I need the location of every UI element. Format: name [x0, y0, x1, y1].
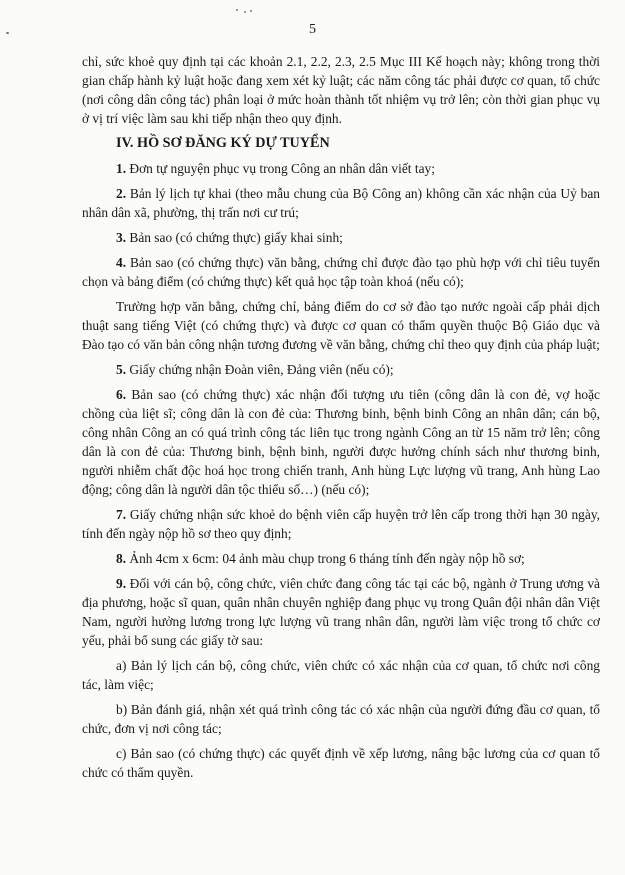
item-number: 1. — [116, 161, 127, 176]
item-text: Giấy chứng nhận Đoàn viên, Đảng viên (nếu có); — [126, 362, 394, 377]
item-text: Ảnh 4cm x 6cm: 04 ảnh màu chụp trong 6 tháng tính đến ngày nộp hồ sơ; — [126, 551, 525, 566]
list-item — [82, 549, 600, 568]
scan-speck — [244, 11, 246, 13]
list-item — [82, 184, 600, 222]
item-text: b) Bản đánh giá, nhận xét quá trình công tác có xác nhận của người đứng đầu cơ quan, tổ chức, đơn vị nơi công tác; — [82, 702, 600, 736]
item-number: 8. — [116, 551, 127, 566]
page-number: 5 — [309, 22, 316, 37]
item-text: Giấy chứng nhận sức khoẻ do bệnh viên cấp huyện trở lên cấp trong thời hạn 30 ngày, tính đến ngày nộp hồ sơ theo quy định; — [82, 507, 600, 541]
scan-speck — [250, 10, 252, 12]
section-heading: IV. HỒ SƠ ĐĂNG KÝ DỰ TUYỂN — [116, 135, 330, 151]
item-text: Bản sao (có chứng thực) giấy khai sinh; — [126, 230, 343, 245]
item-number: 5. — [116, 362, 127, 377]
item-text: a) Bản lý lịch cán bộ, công chức, viên chức có xác nhận của cơ quan, tổ chức nơi công tác, làm việc; — [82, 658, 600, 692]
list-item — [82, 360, 600, 379]
document-body — [82, 52, 600, 788]
list-item — [82, 656, 600, 694]
list-item — [82, 505, 600, 543]
item-number: 4. — [116, 255, 127, 270]
list-item — [82, 700, 600, 738]
item-text: Đơn tự nguyện phục vụ trong Công an nhân dân viết tay; — [126, 161, 435, 176]
item-text: Đối với cán bộ, công chức, viên chức đang công tác tại các bộ, ngành ở Trung ương và địa phương, hoặc sĩ quan, quân nhân chuyên nghiệp đang phục vụ trong Quân đội nhân dân Việt Nam, người hưởng lương trong lực lượng vũ trang nhân dân, người làm việc trong tổ chức cơ yếu, phải bổ sung các giấy tờ sau: — [82, 576, 600, 648]
item-text: Trường hợp văn bằng, chứng chỉ, bảng điểm do cơ sở đào tạo nước ngoài cấp phải dịch thuật sang tiếng Việt (có chứng thực) và được cơ quan có thẩm quyền thuộc Bộ Giáo dục và Đào tạo có văn bản công nhận tương đương về văn bằng, chứng chỉ theo quy định của pháp luật; — [82, 299, 600, 352]
scan-speck — [236, 9, 238, 11]
list-item — [82, 744, 600, 782]
item-text: Bản lý lịch tự khai (theo mẫu chung của Bộ Công an) không cần xác nhận của Uỷ ban nhân dân xã, phường, thị trấn nơi cư trú; — [82, 186, 600, 220]
item-number: 6. — [116, 387, 127, 402]
list-item — [82, 385, 600, 499]
item-number: 3. — [116, 230, 127, 245]
list-item — [82, 228, 600, 247]
item-text: Bản sao (có chứng thực) văn bằng, chứng chỉ được đào tạo phù hợp với chỉ tiêu tuyển chọn và bảng điểm (có chứng thực) kết quả học tập toàn khoá (nếu có); — [82, 255, 600, 289]
intro-paragraph: chỉ, sức khoẻ quy định tại các khoản 2.1, 2.2, 2.3, 2.5 Mục III Kế hoạch này; không trong thời gian chấp hành kỷ luật hoặc đang xem xét kỷ luật; các năm công tác phải được cơ quan, tổ chức (nơi công dân công tác) phân loại ở mức hoàn thành tốt nhiệm vụ trở lên; còn thời gian phục vụ ở vị trí việc làm sau khi tiếp nhận theo quy định. — [82, 54, 600, 126]
list-item — [82, 574, 600, 650]
item-text: c) Bản sao (có chứng thực) các quyết định về xếp lương, nâng bậc lương của cơ quan tổ chức có thẩm quyền. — [82, 746, 600, 780]
item-text: Bản sao (có chứng thực) xác nhận đối tượng ưu tiên (công dân là con đẻ, vợ hoặc chồng của liệt sĩ; công dân là con đẻ của: Thương binh, bệnh binh Công an nhân dân; cán bộ, công nhân Công an có quá trình công tác liên tục trong ngành Công an từ 15 năm trở lên; công dân là con đẻ của: Thương binh, bệnh binh, người được hưởng chính sách như thương binh, người nhiễm chất độc hoá học trong chiến tranh, Anh hùng Lực lượng vũ trang, Anh hùng Lao động; công dân là người dân tộc thiểu số…) (nếu có); — [82, 387, 600, 497]
item-number: 7. — [116, 507, 127, 522]
list-item — [82, 253, 600, 291]
item-number: 9. — [116, 576, 127, 591]
list-item — [82, 297, 600, 354]
list-item — [82, 159, 600, 178]
item-number: 2. — [116, 186, 127, 201]
